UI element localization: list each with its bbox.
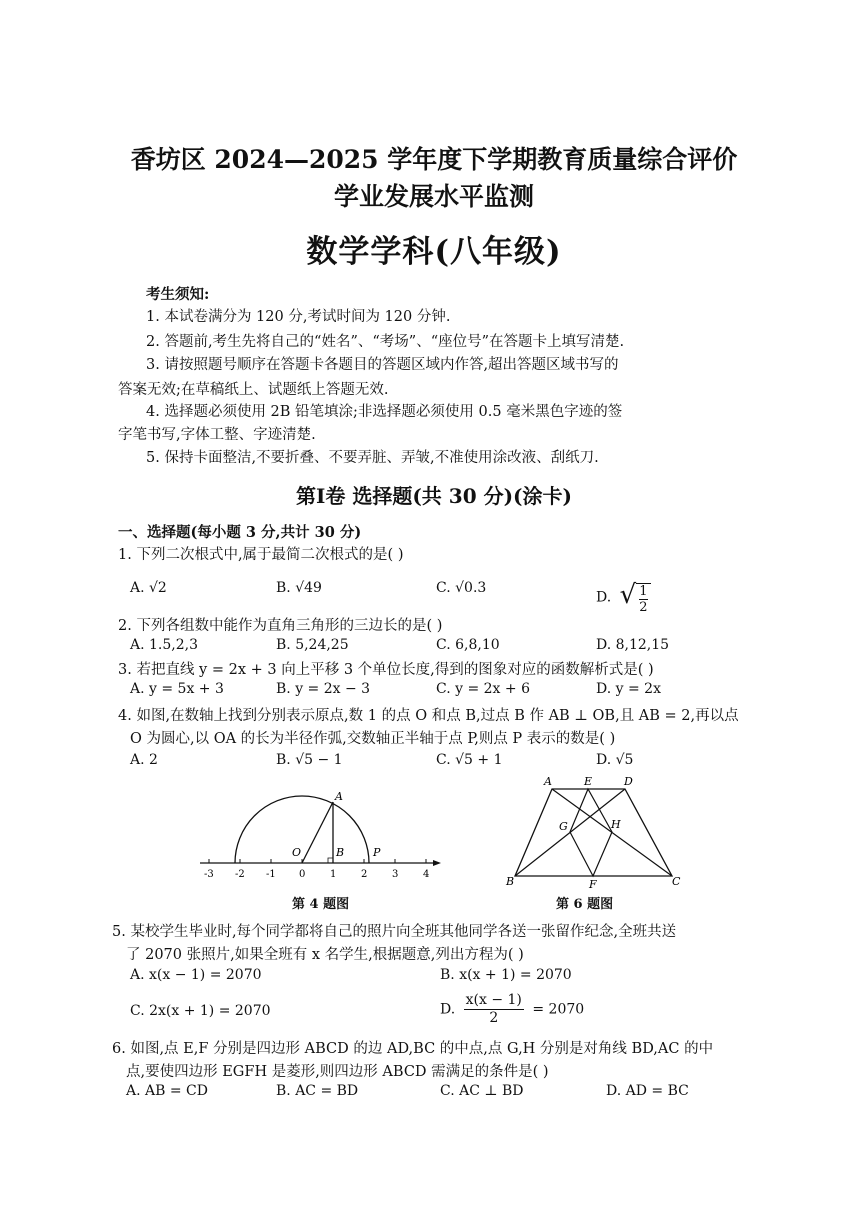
figure-4-tick-label: 2 [361,869,368,880]
q6-stem-line2: 点,要使四边形 EGFH 是菱形,则四边形 ABCD 需满足的条件是( ) [126,1064,549,1080]
q5-option-d-rhs: = 2070 [532,1001,585,1018]
figure-4-tick-label: -2 [235,869,245,880]
q5-stem-line1: 5. 某校学生毕业时,每个同学都将自己的照片向全班其他同学各送一张留作纪念,全班共送 [112,924,677,940]
figure-4-tick-label: 0 [299,869,306,880]
q3-option-b: B. y = 2x − 3 [276,681,371,697]
section-subheading: 一、选择题(每小题 3 分,共计 30 分) [118,524,362,541]
figure-4-label-a: A [335,790,343,803]
q6-option-b: B. AC = BD [276,1083,359,1099]
figure-6-label-b: B [506,875,515,888]
q5-option-c: C. 2x(x + 1) = 2070 [130,1003,271,1019]
q1-stem: 1. 下列二次根式中,属于最简二次根式的是( ) [118,547,404,563]
q1-option-a: A. √2 [130,580,167,596]
figure-6-label-d: D [624,775,633,788]
q1-option-d-numerator: 1 [639,584,648,599]
q6-stem-line1: 6. 如图,点 E,F 分别是四边形 ABCD 的边 AD,BC 的中点,点 G,H 分别是对角线 BD,AC 的中 [112,1041,714,1057]
q1-option-c: C. √0.3 [436,580,487,596]
q5-option-d [440,992,584,1027]
q1-option-b: B. √49 [276,580,322,596]
figure-6-label-g: G [559,820,568,833]
q1-option-d-radical: √ $\frac{1}{2}$ [620,580,651,615]
figure-4-axis-arrow [433,860,441,866]
q2-option-d: D. 8,12,15 [596,637,670,653]
q5-stem-line2: 了 2070 张照片,如果全班有 x 名学生,根据题意,列出方程为( ) [126,947,524,963]
q4-option-b: B. √5 − 1 [276,752,343,768]
figure-6-label-c: C [672,875,681,888]
figure-6-caption: 第 6 题图 [556,897,614,912]
exam-title-line2: 学业发展水平监测 [333,182,534,211]
figure-4-segment-oa [302,802,333,863]
q5-option-d-numerator: x(x − 1) [465,992,522,1008]
figure-4-tick-label: -1 [266,869,276,880]
q4-option-c: C. √5 + 1 [436,752,503,768]
q1-option-d-label: D. [596,589,612,606]
figure-6-quadrilateral [500,772,690,890]
notice-item-4: 4. 选择题必须使用 2B 铅笔填涂;非选择题必须使用 0.5 毫米黑色字迹的签 [146,404,623,420]
figure-4-tick-label: -3 [204,869,214,880]
section-title: 第Ⅰ卷 选择题(共 30 分)(涂卡) [296,484,572,508]
q6-option-c: C. AC ⊥ BD [440,1083,524,1099]
figure-4-label-o: O [292,846,302,859]
q5-option-b: B. x(x + 1) = 2070 [440,967,572,983]
figure-6-label-h: H [611,818,621,831]
figure-4-caption: 第 4 题图 [292,897,350,912]
subject-title: 数学学科(八年级) [306,234,562,270]
figure-6-quadrilateral-egfh [570,789,612,876]
q3-option-d: D. y = 2x [596,681,661,697]
figure-4-label-p: P [373,846,381,859]
q1-option-d-denominator: 2 [639,600,648,615]
figure-4-tick-label: 3 [392,869,399,880]
notice-item-4-cont: 字笔书写,字体工整、字迹清楚. [118,427,316,443]
figure-6-label-a: A [544,775,552,788]
notice-item-3-cont: 答案无效;在草稿纸上、试题纸上答题无效. [118,382,389,398]
q4-option-a: A. 2 [130,752,158,768]
q4-option-d: D. √5 [596,752,634,768]
q6-option-d: D. AD = BC [606,1083,689,1099]
q2-stem: 2. 下列各组数中能作为直角三角形的三边长的是( ) [118,618,443,634]
figure-4-tick-label: 1 [330,869,337,880]
q5-option-d-label: D. [440,1001,456,1018]
q2-option-b: B. 5,24,25 [276,637,349,653]
q6-option-a: A. AB = CD [126,1083,208,1099]
notice-item-3: 3. 请按照题号顺序在答题卡各题目的答题区域内作答,超出答题区域书写的 [146,357,619,373]
q5-option-d-fraction [464,992,524,1027]
q5-option-d-denominator: 2 [489,1010,499,1026]
q3-option-a: A. y = 5x + 3 [130,681,224,697]
figure-6-label-f: F [589,878,597,890]
q2-option-c: C. 6,8,10 [436,637,500,653]
figure-4-right-angle-mark [328,858,333,863]
q3-stem: 3. 若把直线 y = 2x + 3 向上平移 3 个单位长度,得到的图象对应的函数解析式是( ) [118,662,654,678]
figure-4-number-line [195,780,445,880]
q5-option-a: A. x(x − 1) = 2070 [130,967,262,983]
figure-4-arc [235,796,369,863]
figure-4-label-b: B [336,846,345,859]
figure-6-quadrilateral-abcd [515,789,672,876]
figure-6-label-e: E [584,775,593,788]
q3-option-c: C. y = 2x + 6 [436,681,530,697]
q4-stem-line1: 4. 如图,在数轴上找到分别表示原点,数 1 的点 O 和点 B,过点 B 作 AB ⊥ OB,且 AB = 2,再以点 [118,708,739,724]
q4-stem-line2: O 为圆心,以 OA 的长为半径作弧,交数轴正半轴于点 P,则点 P 表示的数是( ) [130,731,616,747]
notice-item-1: 1. 本试卷满分为 120 分,考试时间为 120 分钟. [146,309,451,325]
notice-item-2: 2. 答题前,考生先将自己的“姓名”、“考场”、“座位号”在答题卡上填写清楚. [146,334,625,350]
q1-option-d [596,580,651,615]
exam-title-line1: 香坊区 2024—2025 学年度下学期教育质量综合评价 [130,145,738,174]
notice-item-5: 5. 保持卡面整洁,不要折叠、不要弄脏、弄皱,不准使用涂改液、刮纸刀. [146,450,599,466]
notice-heading: 考生须知: [146,286,210,303]
figure-4-tick-label: 4 [423,869,430,880]
q2-option-a: A. 1.5,2,3 [130,637,198,653]
